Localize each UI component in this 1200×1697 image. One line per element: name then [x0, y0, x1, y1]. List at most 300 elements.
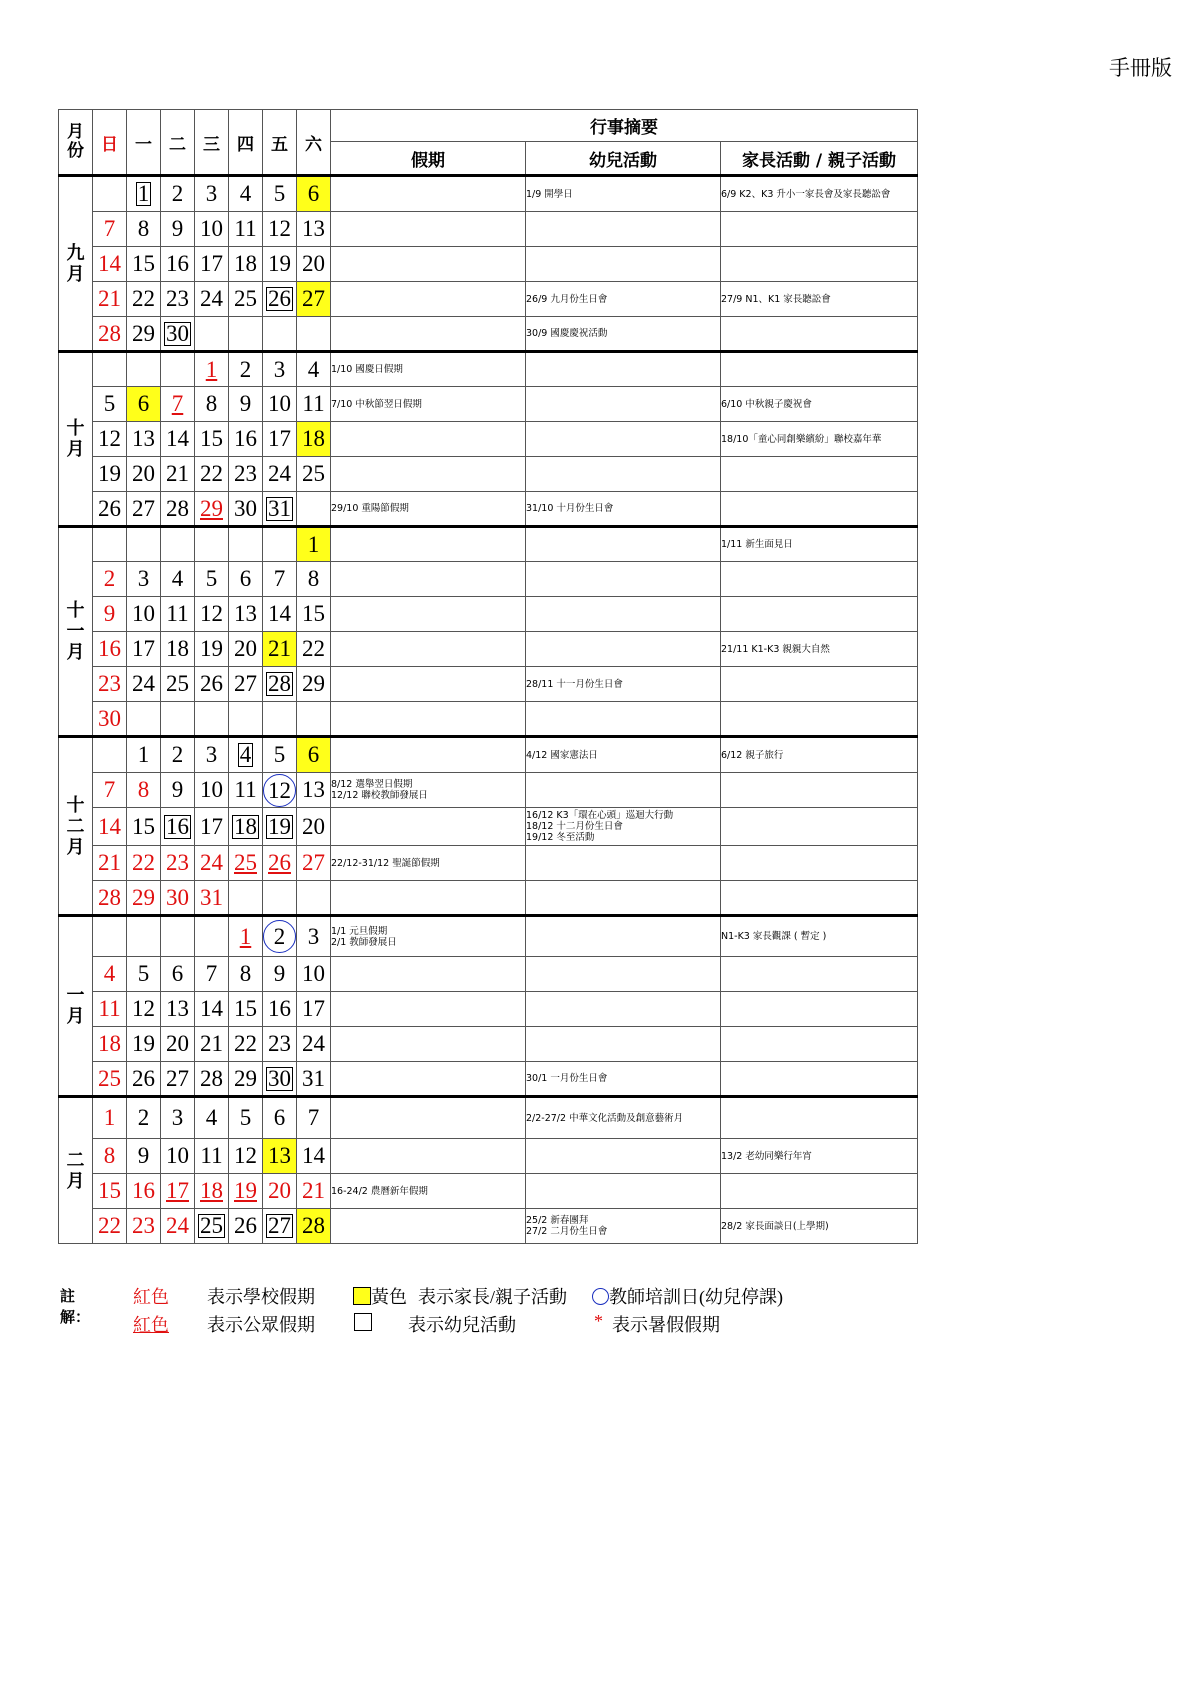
day-number: 18 [166, 636, 189, 661]
child-event-cell [526, 212, 721, 247]
holiday-event-cell [331, 212, 526, 247]
school-calendar-table [58, 109, 918, 1244]
day-cell [263, 387, 297, 422]
holiday-event-cell [331, 387, 526, 422]
week-row [59, 282, 918, 317]
day-number: 21 [200, 1031, 223, 1056]
day-cell [263, 1062, 297, 1097]
day-cell [93, 176, 127, 212]
day-cell [127, 422, 161, 457]
holiday-event-cell [331, 916, 526, 957]
day-cell [263, 562, 297, 597]
holiday-event-cell [331, 992, 526, 1027]
day-cell [297, 737, 331, 773]
holiday-event: 1/1 元旦假期 [331, 925, 388, 937]
day-cell [161, 881, 195, 916]
week-row [59, 562, 918, 597]
day-number: 13 [234, 601, 257, 626]
parent-event-cell [721, 352, 918, 387]
day-cell [297, 1174, 331, 1209]
day-cell [161, 1174, 195, 1209]
child-event-cell [526, 881, 721, 916]
day-number: 11 [166, 601, 189, 626]
day-number: 26 [200, 671, 223, 696]
day-cell [229, 808, 263, 846]
day-cell [161, 1027, 195, 1062]
day-cell [263, 527, 297, 562]
day-number: 15 [132, 251, 155, 276]
day-cell [297, 457, 331, 492]
day-cell [263, 1139, 297, 1174]
day-number: 30 [166, 320, 189, 346]
parent-event-cell [721, 1027, 918, 1062]
day-cell [93, 247, 127, 282]
day-cell [93, 387, 127, 422]
parent-event-cell [721, 562, 918, 597]
day-cell [263, 737, 297, 773]
day-number: 6 [307, 181, 320, 206]
day-cell [229, 957, 263, 992]
day-cell [263, 492, 297, 527]
child-event-cell [526, 1062, 721, 1097]
day-cell [229, 737, 263, 773]
day-number: 17 [200, 813, 223, 839]
parent-activity-column-header: 家長活動 / 親子活動 [721, 142, 918, 176]
child-event: 31/10 十月份生日會 [526, 503, 614, 514]
day-number: 28 [302, 1213, 325, 1238]
holiday-event-cell [331, 1174, 526, 1209]
day-number: 2 [103, 566, 116, 591]
day-cell [263, 1174, 297, 1209]
holiday-event-cell [331, 737, 526, 773]
parent-event-cell [721, 957, 918, 992]
day-cell [229, 1139, 263, 1174]
parent-event: 6/10 中秋親子慶祝會 [721, 398, 812, 410]
day-number: 24 [268, 461, 291, 486]
day-cell [93, 881, 127, 916]
summary-header: 行事摘要 [331, 110, 918, 142]
day-cell [263, 667, 297, 702]
holiday-event-cell [331, 527, 526, 562]
day-number: 6 [307, 742, 320, 767]
day-cell [229, 247, 263, 282]
child-event-cell [526, 562, 721, 597]
week-row [59, 176, 918, 212]
weekday-wed: 三 [195, 110, 229, 176]
day-number: 9 [171, 777, 184, 802]
day-cell [93, 1139, 127, 1174]
day-number: 23 [166, 286, 189, 311]
day-cell [161, 282, 195, 317]
week-row [59, 527, 918, 562]
day-number: 27 [268, 1213, 291, 1238]
day-number: 20 [302, 251, 325, 276]
day-number: 4 [307, 356, 320, 382]
day-number: 4 [205, 1105, 218, 1130]
day-cell [263, 773, 297, 808]
day-number: 24 [200, 286, 223, 311]
child-event-cell [526, 667, 721, 702]
day-cell [195, 282, 229, 317]
parent-event: 6/9 K2、K3 升小一家長會及家長聽訟會 [721, 188, 891, 200]
day-cell [263, 916, 297, 957]
day-number: 5 [205, 566, 218, 591]
day-number: 8 [307, 566, 320, 591]
holiday-event: 7/10 中秋節翌日假期 [331, 398, 422, 410]
day-cell [229, 422, 263, 457]
day-cell [127, 282, 161, 317]
holiday-event-cell [331, 247, 526, 282]
day-number: 1 [205, 356, 218, 382]
day-number: 22 [200, 461, 223, 486]
child-event-cell [526, 808, 721, 846]
day-number: 18 [98, 1031, 121, 1056]
day-cell [297, 808, 331, 846]
day-number: 4 [239, 742, 252, 767]
day-cell [161, 1209, 195, 1244]
day-cell [161, 737, 195, 773]
day-cell [195, 702, 229, 737]
parent-event-cell [721, 1139, 918, 1174]
child-event-cell [526, 352, 721, 387]
day-number: 16 [166, 813, 189, 839]
day-cell [195, 1209, 229, 1244]
day-cell [127, 846, 161, 881]
week-row [59, 1027, 918, 1062]
child-event-cell [526, 597, 721, 632]
day-cell [297, 282, 331, 317]
day-cell [297, 1097, 331, 1139]
holiday-event-cell [331, 702, 526, 737]
day-number: 1 [137, 742, 150, 767]
edition-label: 手冊版 [1109, 56, 1172, 80]
child-event-cell [526, 457, 721, 492]
child-activity-column-header: 幼兒活動 [526, 142, 721, 176]
day-cell [195, 247, 229, 282]
day-cell [263, 1027, 297, 1062]
day-cell [297, 632, 331, 667]
parent-event-cell [721, 387, 918, 422]
day-number: 9 [239, 391, 252, 416]
day-number: 12 [98, 426, 121, 451]
legend-yellow-text: 黃色 [371, 1287, 407, 1307]
day-number: 26 [98, 495, 121, 521]
day-cell [161, 702, 195, 737]
day-cell [229, 632, 263, 667]
day-cell [195, 562, 229, 597]
parent-event-cell [721, 1209, 918, 1244]
day-number: 12 [132, 996, 155, 1021]
day-number: 17 [200, 251, 223, 276]
day-number: 20 [132, 461, 155, 486]
day-cell [93, 916, 127, 957]
child-event: 4/12 國家憲法日 [526, 749, 598, 761]
legend-teacher-day: 教師培訓日(幼兒停課) [609, 1287, 783, 1307]
child-event-cell [526, 1174, 721, 1209]
day-number: 2 [171, 181, 184, 206]
week-row [59, 212, 918, 247]
day-number: 31 [302, 1065, 325, 1091]
day-number: 13 [132, 426, 155, 451]
day-cell [127, 176, 161, 212]
day-cell [229, 846, 263, 881]
day-number: 16 [166, 251, 189, 276]
day-cell [297, 247, 331, 282]
day-number: 17 [132, 636, 155, 661]
parent-event-cell [721, 1097, 918, 1139]
child-event-cell [526, 422, 721, 457]
day-cell [195, 422, 229, 457]
day-number: 8 [103, 1143, 116, 1168]
day-number: 29 [302, 671, 325, 696]
day-cell [263, 422, 297, 457]
day-cell [161, 846, 195, 881]
day-cell [229, 1097, 263, 1139]
day-cell [127, 702, 161, 737]
day-cell [297, 881, 331, 916]
holiday-event-cell [331, 176, 526, 212]
holiday-event: 16-24/2 農曆新年假期 [331, 1185, 428, 1197]
day-cell [161, 1139, 195, 1174]
day-cell [127, 1174, 161, 1209]
day-number: 13 [302, 216, 325, 241]
day-number: 3 [307, 923, 320, 949]
parent-event: 21/11 K1-K3 親親大自然 [721, 643, 830, 655]
day-cell [93, 282, 127, 317]
day-number: 25 [200, 1213, 223, 1238]
day-cell [195, 212, 229, 247]
parent-event-cell [721, 212, 918, 247]
day-cell [127, 247, 161, 282]
day-number: 14 [302, 1143, 325, 1168]
day-cell [127, 1097, 161, 1139]
child-event-cell [526, 846, 721, 881]
day-number: 5 [137, 961, 150, 986]
day-cell [297, 317, 331, 352]
day-cell [161, 992, 195, 1027]
day-cell [127, 916, 161, 957]
day-number: 24 [302, 1031, 325, 1056]
parent-event-cell [721, 846, 918, 881]
day-cell [127, 1062, 161, 1097]
legend-red-underline-text: 紅色 [133, 1315, 169, 1335]
day-cell [161, 317, 195, 352]
day-number: 14 [200, 996, 223, 1021]
weekday-sat: 六 [297, 110, 331, 176]
holiday-column-header: 假期 [331, 142, 526, 176]
day-number: 21 [98, 850, 121, 875]
day-cell [195, 773, 229, 808]
holiday-event: 29/10 重陽節假期 [331, 503, 409, 514]
day-number: 12 [263, 774, 296, 807]
holiday-event-cell [331, 773, 526, 808]
day-number: 7 [307, 1105, 320, 1130]
day-cell [161, 562, 195, 597]
day-cell [195, 1174, 229, 1209]
parent-event-cell [721, 247, 918, 282]
week-row [59, 702, 918, 737]
day-number: 28 [98, 320, 121, 346]
day-number: 3 [137, 566, 150, 591]
holiday-event-cell [331, 457, 526, 492]
day-cell [93, 846, 127, 881]
day-number: 20 [166, 1031, 189, 1056]
day-number: 27 [302, 286, 325, 311]
week-row [59, 1062, 918, 1097]
day-number: 25 [302, 461, 325, 486]
holiday-event-cell [331, 492, 526, 527]
day-cell [127, 212, 161, 247]
day-number: 26 [234, 1213, 257, 1238]
day-cell [93, 562, 127, 597]
day-cell [161, 808, 195, 846]
legend-star-symbol: * [594, 1311, 603, 1331]
day-number: 29 [200, 495, 223, 521]
day-cell [93, 702, 127, 737]
day-number: 26 [268, 286, 291, 311]
child-event: 30/1 一月份生日會 [526, 1073, 608, 1084]
day-number: 15 [234, 996, 257, 1021]
child-event: 30/9 國慶慶祝活動 [526, 328, 608, 339]
day-number: 3 [205, 181, 218, 206]
day-number: 19 [234, 1178, 257, 1203]
parent-event-cell [721, 597, 918, 632]
child-event: 16/12 K3「環在心頭」巡迴大行動 [526, 810, 674, 821]
day-number: 25 [166, 671, 189, 696]
day-number: 31 [268, 495, 291, 521]
day-cell [161, 492, 195, 527]
day-number: 30 [234, 495, 257, 521]
white-box-icon [354, 1313, 372, 1331]
day-cell [263, 597, 297, 632]
day-cell [161, 1097, 195, 1139]
child-event: 2/2-27/2 中華文化活動及創意藝術月 [526, 1112, 684, 1124]
yellow-box-icon [353, 1287, 371, 1305]
parent-event: 6/12 親子旅行 [721, 749, 784, 761]
holiday-event-cell [331, 597, 526, 632]
day-number: 25 [234, 286, 257, 311]
day-cell [229, 492, 263, 527]
legend-title: 註解： [60, 1287, 91, 1326]
day-number: 28 [166, 495, 189, 521]
day-cell [93, 527, 127, 562]
day-cell [297, 773, 331, 808]
day-cell [195, 317, 229, 352]
day-cell [195, 846, 229, 881]
month-name: 十 月 [59, 352, 93, 527]
day-cell [127, 957, 161, 992]
month-name: 十 二 月 [59, 737, 93, 916]
day-cell [127, 387, 161, 422]
day-cell [229, 1062, 263, 1097]
holiday-event-cell [331, 422, 526, 457]
child-event-cell [526, 1209, 721, 1244]
child-event: 19/12 冬至活動 [526, 832, 595, 843]
day-number: 20 [302, 813, 325, 839]
parent-event-cell [721, 1174, 918, 1209]
day-number: 28 [98, 884, 121, 910]
child-event-cell [526, 773, 721, 808]
day-number: 11 [302, 391, 325, 416]
month-name: 一 月 [59, 916, 93, 1097]
day-number: 9 [273, 961, 286, 986]
day-number: 24 [166, 1213, 189, 1238]
day-cell [195, 1139, 229, 1174]
week-row [59, 667, 918, 702]
week-row [59, 808, 918, 846]
day-number: 16 [268, 996, 291, 1021]
day-number: 16 [132, 1178, 155, 1203]
day-cell [229, 597, 263, 632]
day-cell [195, 597, 229, 632]
day-number: 1 [239, 923, 252, 949]
day-number: 25 [234, 850, 257, 875]
day-cell [229, 1174, 263, 1209]
day-cell [229, 317, 263, 352]
day-number: 23 [268, 1031, 291, 1056]
parent-event-cell [721, 916, 918, 957]
day-number: 21 [268, 636, 291, 661]
day-number: 7 [103, 216, 116, 241]
day-cell [229, 352, 263, 387]
day-cell [161, 773, 195, 808]
day-number: 29 [132, 884, 155, 910]
weekday-fri: 五 [263, 110, 297, 176]
week-row [59, 773, 918, 808]
week-row [59, 457, 918, 492]
day-cell [195, 1062, 229, 1097]
day-number: 23 [234, 461, 257, 486]
day-cell [93, 422, 127, 457]
day-cell [297, 702, 331, 737]
day-cell [93, 737, 127, 773]
day-cell [161, 457, 195, 492]
day-cell [195, 352, 229, 387]
holiday-event-cell [331, 808, 526, 846]
legend-summer-holiday: 表示暑假假期 [612, 1315, 720, 1335]
day-cell [93, 667, 127, 702]
day-number: 1 [137, 181, 150, 206]
child-event: 25/2 新春團拜 [526, 1215, 589, 1226]
day-number: 23 [98, 671, 121, 696]
day-number: 21 [98, 286, 121, 311]
day-cell [195, 881, 229, 916]
day-number: 22 [132, 850, 155, 875]
day-number: 19 [98, 461, 121, 486]
parent-event-cell [721, 317, 918, 352]
week-row [59, 916, 918, 957]
day-cell [263, 846, 297, 881]
day-cell [93, 317, 127, 352]
holiday-event-cell [331, 1139, 526, 1174]
day-number: 12 [234, 1143, 257, 1168]
day-cell [297, 1027, 331, 1062]
week-row [59, 597, 918, 632]
day-cell [127, 808, 161, 846]
weekday-tue: 二 [161, 110, 195, 176]
holiday-event-cell [331, 957, 526, 992]
day-cell [263, 702, 297, 737]
parent-event-cell [721, 282, 918, 317]
parent-event-cell [721, 632, 918, 667]
week-row [59, 632, 918, 667]
parent-event-cell [721, 808, 918, 846]
day-number: 19 [200, 636, 223, 661]
day-cell [297, 992, 331, 1027]
day-number: 16 [234, 426, 257, 451]
day-cell [195, 492, 229, 527]
child-event: 28/11 十一月份生日會 [526, 678, 623, 690]
